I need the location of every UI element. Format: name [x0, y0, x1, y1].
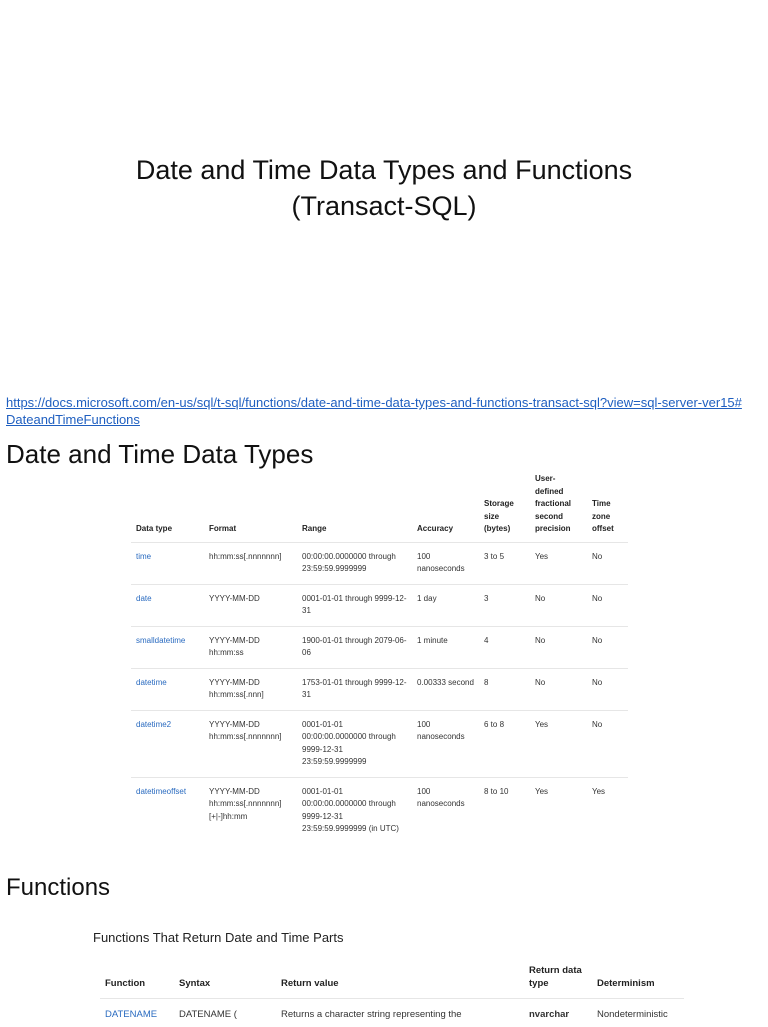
- return-type-cell: nvarchar: [524, 999, 592, 1027]
- col-fractional-precision: User-defined fractional second precision: [530, 471, 587, 542]
- col-determinism: Determinism: [592, 962, 684, 999]
- table-row: [131, 710, 628, 777]
- range-cell: 00:00:00.0000000 through 23:59:59.9999999: [297, 542, 412, 584]
- table-row: [131, 626, 628, 668]
- range-cell: 0001-01-01 00:00:00.0000000 through 9999-12-31 23:59:59.9999999 (in UTC): [297, 777, 412, 844]
- accuracy-cell: 100 nanoseconds: [412, 777, 479, 844]
- functions-header-row: [100, 962, 684, 999]
- title-line-1: Date and Time Data Types and Functions: [0, 152, 768, 188]
- col-time-zone-offset: Time zone offset: [587, 471, 628, 542]
- format-cell: YYYY-MM-DD: [204, 584, 297, 626]
- table-row: [131, 777, 628, 844]
- functions-subheading: Functions That Return Date and Time Parts: [93, 929, 344, 947]
- precision-cell: Yes: [530, 542, 587, 584]
- format-cell: YYYY-MM-DD hh:mm:ss: [204, 626, 297, 668]
- format-cell: YYYY-MM-DD hh:mm:ss[.nnnnnnn] [+|-]hh:mm: [204, 777, 297, 844]
- data-type-link[interactable]: time: [131, 542, 204, 584]
- accuracy-cell: 1 minute: [412, 626, 479, 668]
- data-type-link[interactable]: smalldatetime: [131, 626, 204, 668]
- data-type-link[interactable]: datetimeoffset: [131, 777, 204, 844]
- col-return-value: Return value: [276, 962, 524, 999]
- col-accuracy: Accuracy: [412, 471, 479, 542]
- accuracy-cell: 1 day: [412, 584, 479, 626]
- table-row: [131, 584, 628, 626]
- offset-cell: Yes: [587, 777, 628, 844]
- docs-link[interactable]: https://docs.microsoft.com/en-us/sql/t-sql/functions/date-and-time-data-types-and-functions-transact-sql?view=sql-server-ver15#DateandTimeFunctions: [6, 394, 746, 428]
- offset-cell: No: [587, 710, 628, 777]
- range-cell: 0001-01-01 00:00:00.0000000 through 9999-12-31 23:59:59.9999999: [297, 710, 412, 777]
- range-cell: 1753-01-01 through 9999-12-31: [297, 668, 412, 710]
- syntax-cell: DATENAME (: [174, 999, 276, 1027]
- col-syntax: Syntax: [174, 962, 276, 999]
- accuracy-cell: 100 nanoseconds: [412, 710, 479, 777]
- precision-cell: No: [530, 584, 587, 626]
- storage-cell: 3 to 5: [479, 542, 530, 584]
- storage-cell: 8 to 10: [479, 777, 530, 844]
- table-row: [100, 999, 684, 1027]
- col-range: Range: [297, 471, 412, 542]
- functions-table: [100, 962, 684, 1027]
- col-data-type: Data type: [131, 471, 204, 542]
- col-storage-size: Storage size (bytes): [479, 471, 530, 542]
- col-function: Function: [100, 962, 174, 999]
- data-type-link[interactable]: datetime2: [131, 710, 204, 777]
- format-cell: hh:mm:ss[.nnnnnnn]: [204, 542, 297, 584]
- col-return-data-type: Return data type: [524, 962, 592, 999]
- format-cell: YYYY-MM-DD hh:mm:ss[.nnn]: [204, 668, 297, 710]
- storage-cell: 6 to 8: [479, 710, 530, 777]
- accuracy-cell: 0.00333 second: [412, 668, 479, 710]
- precision-cell: Yes: [530, 710, 587, 777]
- data-types-heading: Date and Time Data Types: [6, 437, 313, 471]
- precision-cell: Yes: [530, 777, 587, 844]
- format-cell: YYYY-MM-DD hh:mm:ss[.nnnnnnn]: [204, 710, 297, 777]
- function-link[interactable]: DATENAME: [100, 999, 174, 1027]
- data-types-table: [131, 471, 628, 844]
- storage-cell: 4: [479, 626, 530, 668]
- range-cell: 0001-01-01 through 9999-12-31: [297, 584, 412, 626]
- offset-cell: No: [587, 626, 628, 668]
- offset-cell: No: [587, 542, 628, 584]
- title-line-2: (Transact-SQL): [0, 188, 768, 224]
- precision-cell: No: [530, 668, 587, 710]
- precision-cell: No: [530, 626, 587, 668]
- col-format: Format: [204, 471, 297, 542]
- table-row: [131, 542, 628, 584]
- data-type-link[interactable]: date: [131, 584, 204, 626]
- determinism-cell: Nondeterministic: [592, 999, 684, 1027]
- storage-cell: 3: [479, 584, 530, 626]
- page-title: [0, 152, 768, 224]
- data-type-link[interactable]: datetime: [131, 668, 204, 710]
- offset-cell: No: [587, 668, 628, 710]
- accuracy-cell: 100 nanoseconds: [412, 542, 479, 584]
- functions-heading: Functions: [6, 872, 110, 904]
- table-row: [131, 668, 628, 710]
- range-cell: 1900-01-01 through 2079-06-06: [297, 626, 412, 668]
- data-types-header-row: [131, 471, 628, 542]
- return-value-cell: Returns a character string representing the: [276, 999, 524, 1027]
- offset-cell: No: [587, 584, 628, 626]
- storage-cell: 8: [479, 668, 530, 710]
